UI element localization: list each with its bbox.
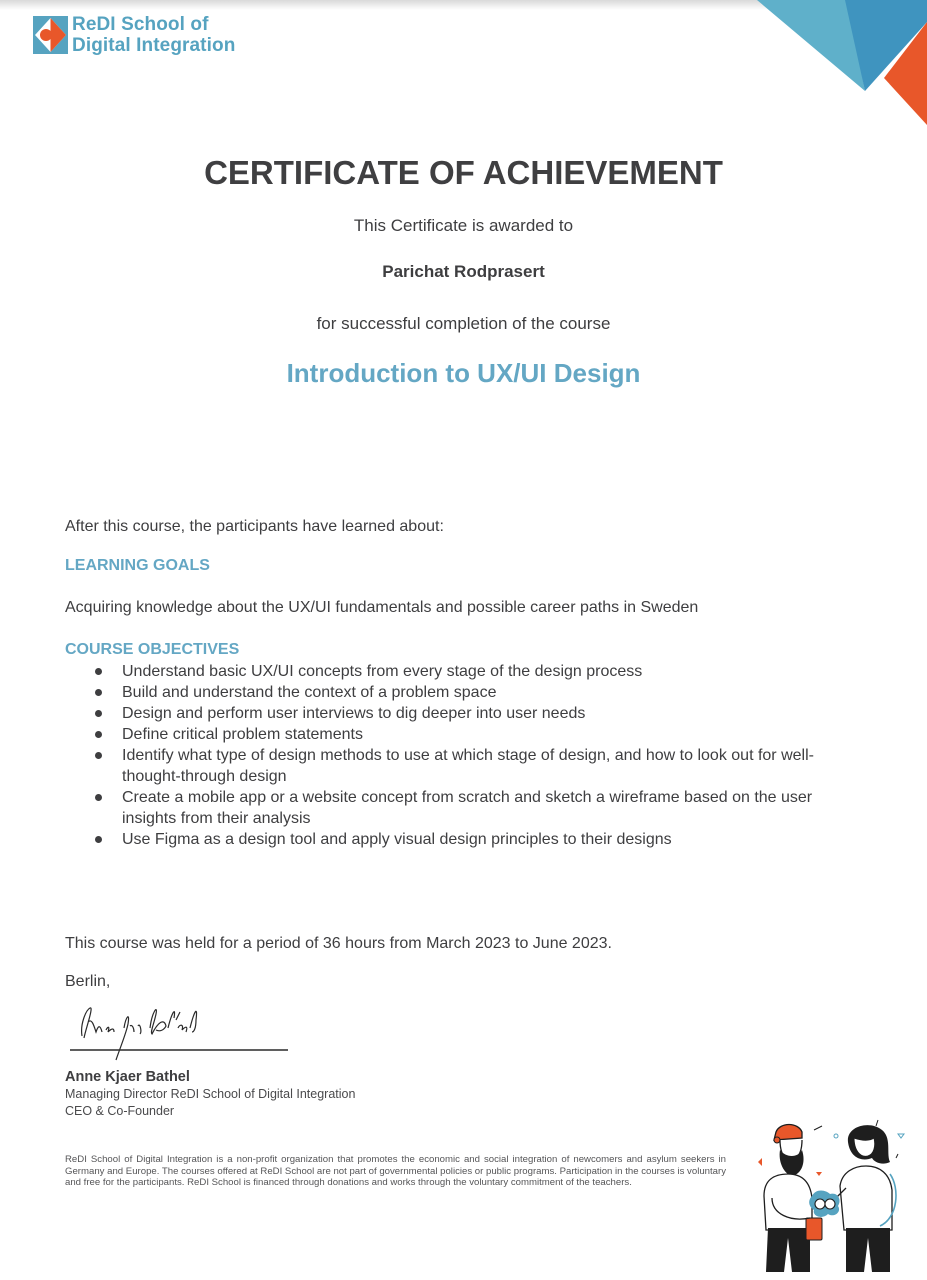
objective-item <box>65 787 865 829</box>
intro-text: After this course, the participants have learned about: <box>65 518 444 535</box>
bullet-icon <box>95 668 102 675</box>
objective-item <box>65 703 865 724</box>
course-name: Introduction to UX/UI Design <box>286 358 641 388</box>
learning-goals-text: Acquiring knowledge about the UX/UI fundamentals and possible career paths in Sweden <box>65 599 699 616</box>
completion-text: for successful completion of the course <box>316 314 611 333</box>
bullet-icon <box>95 794 102 801</box>
objective-text: Define critical problem statements <box>122 726 363 743</box>
logo-wordmark <box>72 14 235 56</box>
objective-text: Understand basic UX/UI concepts from every stage of the design process <box>122 663 643 680</box>
bullet-icon <box>95 836 102 843</box>
course-objectives-list <box>65 661 865 850</box>
handshake-illustration-icon <box>750 1118 920 1276</box>
redi-logo-icon <box>33 16 68 54</box>
signer-name: Anne Kjaer Bathel <box>65 1069 190 1085</box>
certificate-title: CERTIFICATE OF ACHIEVEMENT <box>204 154 723 191</box>
bullet-icon <box>95 710 102 717</box>
objective-item <box>65 745 865 787</box>
redi-logo <box>33 14 235 56</box>
objective-text: Identify what type of design methods to use at which stage of design, and how to look out for well-thought-through design <box>122 747 814 785</box>
bullet-icon <box>95 752 102 759</box>
objective-text: Design and perform user interviews to dig deeper into user needs <box>122 705 586 722</box>
objective-item <box>65 661 865 682</box>
signer-role-director: Managing Director ReDI School of Digital Integration <box>65 1087 356 1101</box>
logo-line-2: Digital Integration <box>72 35 236 56</box>
logo-line-1: ReDI School of <box>72 14 209 35</box>
objective-text: Use Figma as a design tool and apply visual design principles to their designs <box>122 831 672 848</box>
signer-role-ceo: CEO & Co-Founder <box>65 1104 175 1118</box>
bullet-icon <box>95 689 102 696</box>
footer-disclaimer: ReDI School of Digital Integration is a non-profit organization that promotes the economic and social integration of newcomers and asylum seekers in Germany and Europe. The courses offered at ReDI School are not part of governmental policies or public programs. Participation in the courses is voluntary and free for the participants. ReDI School is financed through donations and works through the voluntary commitment of the teachers. <box>65 1154 726 1189</box>
course-duration-text: This course was held for a period of 36 hours from March 2023 to June 2023. <box>65 935 612 952</box>
recipient-name: Parichat Rodprasert <box>382 262 545 281</box>
corner-decoration <box>737 0 927 130</box>
city-text: Berlin, <box>65 973 111 990</box>
objective-text: Create a mobile app or a website concept from scratch and sketch a wireframe based on the user insights from their analysis <box>122 789 813 827</box>
signature-icon <box>68 998 293 1064</box>
objective-item <box>65 682 865 703</box>
objective-item <box>65 829 865 850</box>
learning-goals-heading: LEARNING GOALS <box>65 557 210 574</box>
course-objectives-heading: COURSE OBJECTIVES <box>65 641 240 658</box>
awarded-text: This Certificate is awarded to <box>353 216 574 235</box>
bullet-icon <box>95 731 102 738</box>
objective-text: Build and understand the context of a problem space <box>122 684 497 701</box>
objective-item <box>65 724 865 745</box>
